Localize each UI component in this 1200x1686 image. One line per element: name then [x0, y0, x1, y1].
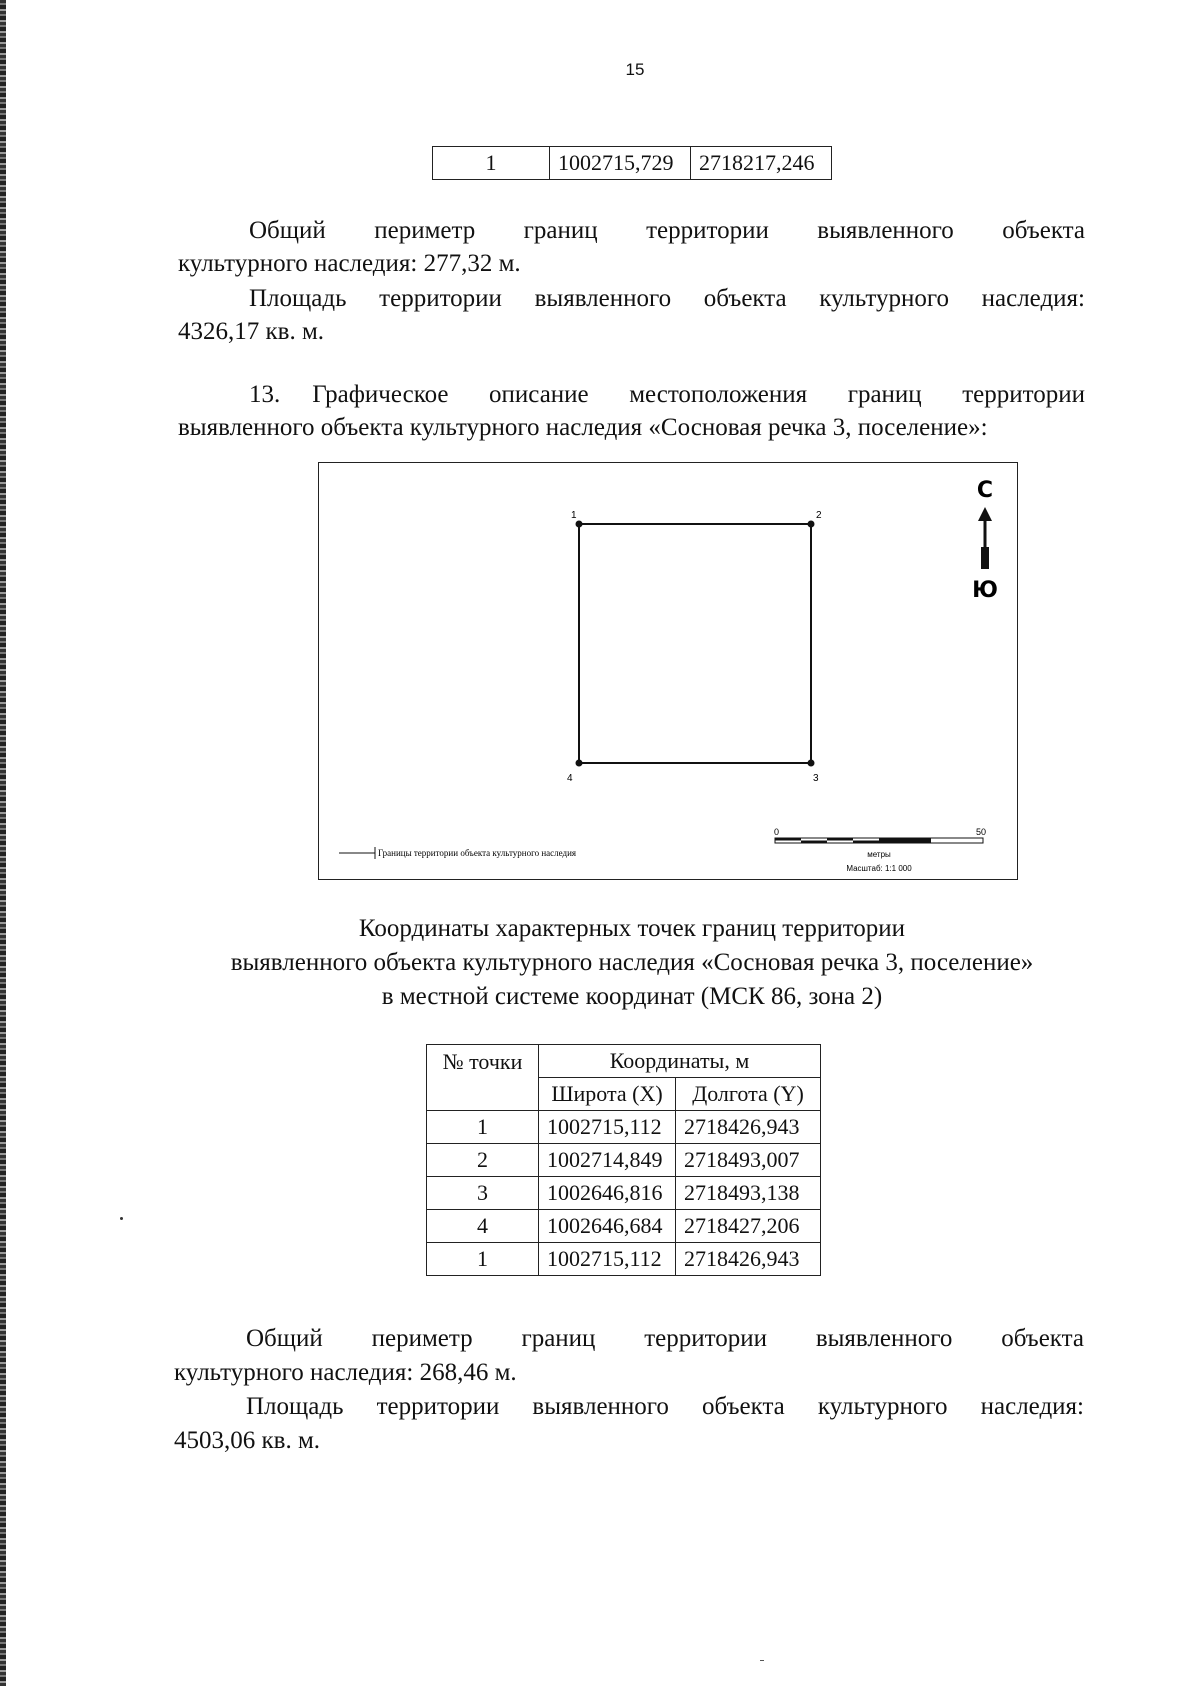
table-row: [427, 1111, 821, 1144]
section-heading-line2: выявленного объекта культурного наследия «Сосновая речка 3, поселение»:: [178, 414, 988, 441]
cell-x: 1002715,112: [539, 1111, 676, 1144]
prev-area-line1: Площадь территории выявленного объекта культурного наследия:: [249, 285, 1085, 312]
cell-x: 1002715,112: [539, 1243, 676, 1276]
word: территории: [646, 217, 769, 244]
table-row: [427, 1177, 821, 1210]
map-canvas: [319, 463, 1019, 881]
word: границ: [523, 217, 598, 244]
cell-point: 3: [427, 1177, 539, 1210]
coords-caption-line2: выявленного объекта культурного наследия «Сосновая речка 3, поселение»: [230, 949, 1034, 976]
section-number: 13.: [249, 381, 281, 408]
word: Общий: [246, 1325, 323, 1352]
boundary-vertex: [576, 760, 583, 767]
table-header-row: [427, 1045, 821, 1078]
north-arrow-icon: [972, 478, 998, 603]
prev-perimeter-line2: культурного наследия: 277,32 м.: [178, 250, 521, 277]
coords-caption-line1: Координаты характерных точек границ территории: [358, 915, 906, 942]
cell-point: 4: [427, 1210, 539, 1243]
prev-perimeter-line1: [249, 214, 1085, 247]
cell-point: 2: [427, 1144, 539, 1177]
word: выявленного: [815, 1325, 953, 1352]
boundary-map: [318, 462, 1018, 880]
scan-speck: [120, 1217, 123, 1220]
header-y: Долгота (Y): [676, 1078, 821, 1111]
point-label: 2: [816, 510, 822, 521]
scale-bar: [774, 827, 986, 873]
point-label: 3: [813, 773, 819, 784]
cell-y: 2718493,138: [676, 1177, 821, 1210]
point-label: 1: [571, 510, 577, 521]
cell-y: 2718427,206: [676, 1210, 821, 1243]
cell-x: 1002714,849: [539, 1144, 676, 1177]
page-number: 15: [625, 60, 645, 79]
cell-point: 1: [427, 1243, 539, 1276]
perimeter-line1: [246, 1322, 1084, 1355]
cell-y: 2718426,943: [676, 1243, 821, 1276]
word: территории: [644, 1325, 768, 1352]
legend-label: Границы территории объекта культурного наследия: [378, 848, 577, 858]
prev-area-line2: 4326,17 кв. м.: [178, 318, 325, 345]
point-label: 4: [567, 773, 573, 784]
word: объекта: [1001, 1325, 1084, 1352]
word: Общий: [249, 217, 326, 244]
perimeter-line2: культурного наследия: 268,46 м.: [174, 1359, 517, 1386]
word: периметр: [371, 1325, 473, 1352]
table-cell-point: 1: [433, 147, 550, 180]
coords-table: [426, 1044, 821, 1276]
header-x: Широта (X): [539, 1078, 676, 1111]
cell-x: 1002646,684: [539, 1210, 676, 1243]
word: границ: [521, 1325, 596, 1352]
table-row: [427, 1144, 821, 1177]
south-label: Ю: [972, 578, 998, 603]
word: объекта: [1002, 217, 1085, 244]
header-point: № точки: [427, 1045, 539, 1111]
scale-ratio: Масштаб: 1:1 000: [846, 864, 912, 873]
boundary-vertex: [808, 760, 815, 767]
word: периметр: [374, 217, 476, 244]
previous-coords-table: [432, 146, 832, 180]
cell-y: 2718426,943: [676, 1111, 821, 1144]
table-cell-y: 2718217,246: [691, 147, 832, 180]
section-heading-line1: [249, 378, 1085, 411]
scan-mark: [760, 1660, 764, 1661]
table-cell-x: 1002715,729: [550, 147, 691, 180]
boundary-vertex: [576, 521, 583, 528]
north-label: С: [976, 478, 994, 503]
scale-end: 50: [976, 827, 987, 837]
scale-start: 0: [774, 827, 780, 837]
header-coords: Координаты, м: [539, 1045, 821, 1078]
scale-unit: метры: [867, 850, 891, 859]
map-legend: [339, 847, 576, 859]
cell-x: 1002646,816: [539, 1177, 676, 1210]
table-row: [427, 1243, 821, 1276]
boundary-polygon: [579, 524, 811, 763]
table-row: [427, 1210, 821, 1243]
area-line2: 4503,06 кв. м.: [174, 1427, 321, 1454]
coords-caption-line3: в местной системе координат (МСК 86, зона 2): [381, 983, 883, 1010]
word: выявленного: [817, 217, 954, 244]
cell-point: 1: [427, 1111, 539, 1144]
section-heading-text: Графическое описание местоположения границ территории: [312, 381, 1085, 408]
boundary-vertex: [808, 521, 815, 528]
cell-y: 2718493,007: [676, 1144, 821, 1177]
area-line1: Площадь территории выявленного объекта культурного наследия:: [246, 1393, 1084, 1420]
table-row: [433, 147, 832, 180]
scan-edge: [0, 0, 6, 1686]
